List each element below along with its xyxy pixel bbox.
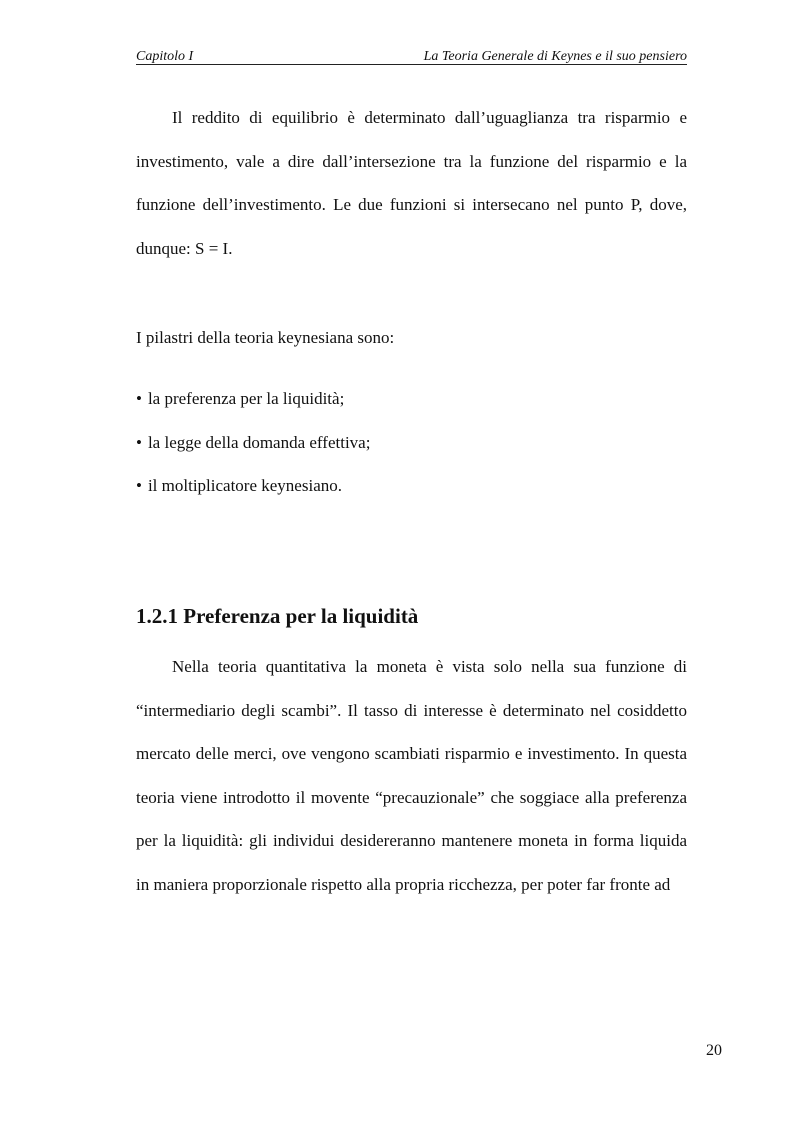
section-heading: 1.2.1 Preferenza per la liquidità <box>136 604 419 628</box>
header-rule <box>136 64 687 65</box>
running-header <box>136 49 687 65</box>
list-item <box>136 377 687 421</box>
equilibrium-paragraph: Il reddito di equilibrio è determinato dall’uguaglianza tra risparmio e investimento, vale a dire dall’intersezione tra la funzione del risparmio e la funzione dell’investimento. Le due funzioni si intersecano nel punto P, dove, dunque: S = I. <box>136 108 687 258</box>
list-item-text: la preferenza per la liquidità; <box>147 389 345 408</box>
bullet-icon: • <box>136 476 142 495</box>
chapter-label: Capitolo I <box>136 49 194 64</box>
list-item <box>136 421 687 465</box>
list-item-text: la legge della domanda effettiva; <box>147 432 371 452</box>
bullet-icon: • <box>136 389 142 408</box>
pillars-list <box>136 377 687 508</box>
page-number: 20 <box>706 1042 722 1059</box>
bullet-icon: • <box>136 432 142 452</box>
section-body-paragraph: Nella teoria quantitativa la moneta è vista solo nella sua funzione di “intermediario degli scambi”. Il tasso di interesse è determinato nel cosiddetto mercato delle merci, ove vengono scambiati risparmio e investimento. In questa teoria viene introdotto il movente “precauzionale” che soggiace alla preferenza per la liquidità: gli individui desidereranno mantenere moneta in forma liquida in maniera proporzionale rispetto alla propria ricchezza, per poter far fronte ad <box>136 657 687 894</box>
list-item <box>136 464 687 508</box>
running-title: La Teoria Generale di Keynes e il suo pensiero <box>423 49 687 64</box>
pillars-intro: I pilastri della teoria keynesiana sono: <box>136 328 395 347</box>
list-item-text: il moltiplicatore keynesiano. <box>147 476 342 495</box>
